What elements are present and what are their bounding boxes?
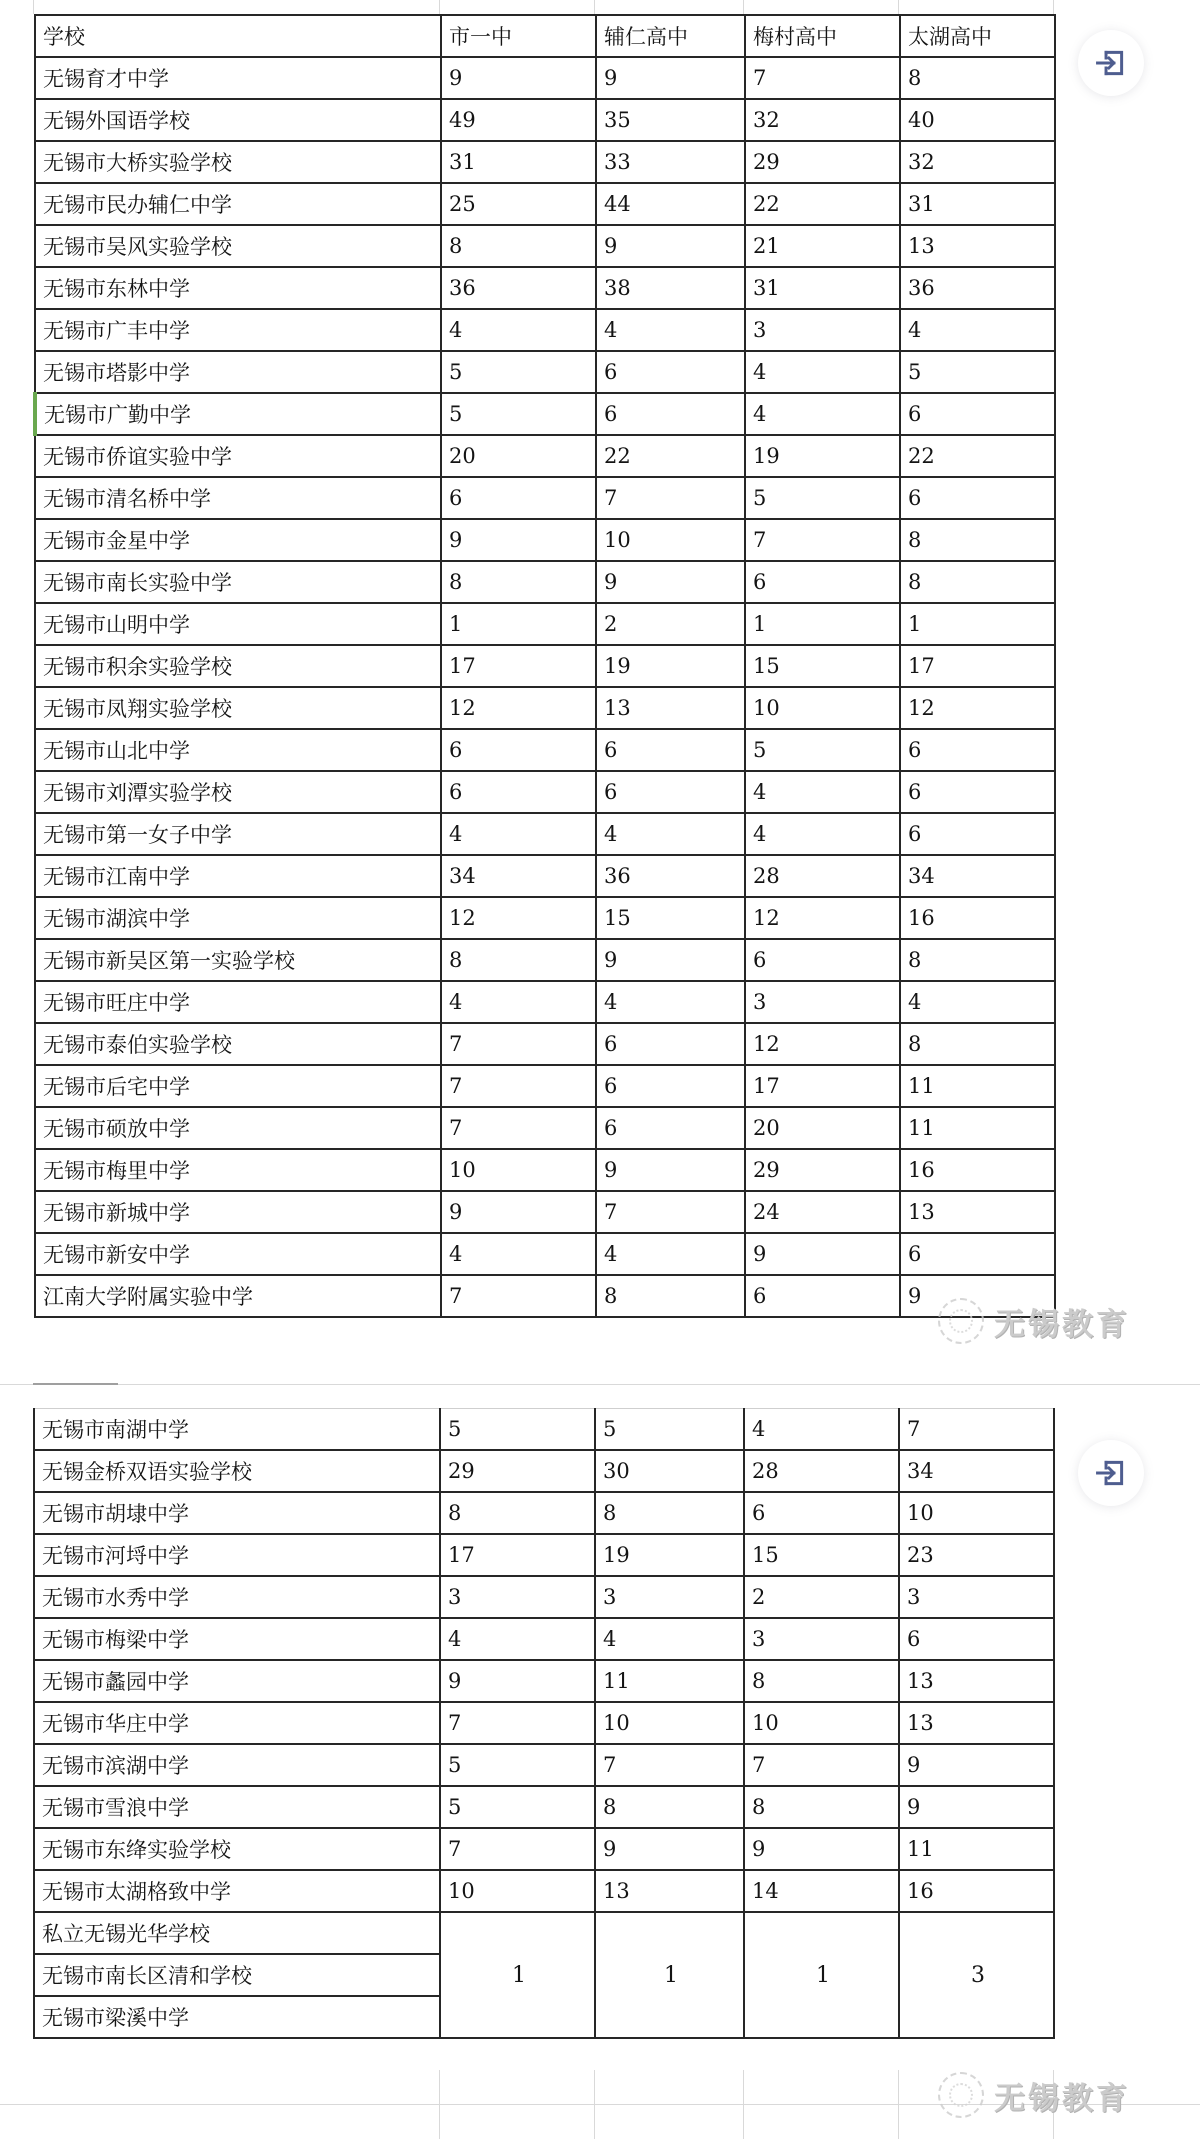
value-cell: 13	[899, 1702, 1054, 1744]
value-cell: 7	[440, 1702, 595, 1744]
value-cell: 13	[900, 225, 1055, 267]
table-row	[35, 1149, 1055, 1191]
school-cell: 无锡市山明中学	[35, 603, 441, 645]
school-cell: 无锡市南长区清和学校	[34, 1954, 440, 1996]
value-cell: 10	[899, 1492, 1054, 1534]
value-cell: 3	[745, 309, 900, 351]
school-cell: 无锡市新安中学	[35, 1233, 441, 1275]
value-cell: 9	[441, 1191, 596, 1233]
value-cell: 10	[744, 1702, 899, 1744]
value-cell: 36	[441, 267, 596, 309]
value-cell: 6	[900, 393, 1055, 435]
watermark	[938, 2072, 1130, 2118]
value-cell: 5	[440, 1786, 595, 1828]
table-row	[35, 855, 1055, 897]
value-cell: 22	[900, 435, 1055, 477]
value-cell: 6	[596, 1107, 745, 1149]
value-cell: 5	[745, 729, 900, 771]
value-cell: 7	[899, 1409, 1054, 1451]
value-cell: 15	[596, 897, 745, 939]
value-cell: 5	[745, 477, 900, 519]
table2-grid	[33, 1408, 1055, 2039]
value-cell: 8	[441, 561, 596, 603]
value-cell: 9	[899, 1786, 1054, 1828]
value-cell: 15	[745, 645, 900, 687]
school-cell: 无锡市刘潭实验学校	[35, 771, 441, 813]
value-cell: 4	[745, 393, 900, 435]
table-row	[35, 897, 1055, 939]
value-cell: 28	[744, 1450, 899, 1492]
value-cell: 7	[441, 1023, 596, 1065]
table-row	[35, 141, 1055, 183]
school-cell: 无锡市雪浪中学	[34, 1786, 440, 1828]
table-row	[35, 309, 1055, 351]
value-cell: 17	[441, 645, 596, 687]
value-cell: 38	[596, 267, 745, 309]
value-cell: 6	[745, 1275, 900, 1317]
value-cell: 6	[441, 771, 596, 813]
value-cell: 3	[440, 1576, 595, 1618]
wuxi-education-logo-icon	[938, 2072, 984, 2118]
value-cell: 5	[441, 393, 596, 435]
table-row	[34, 1492, 1054, 1534]
gridline	[0, 2104, 1200, 2105]
value-cell: 31	[900, 183, 1055, 225]
merged-value-cell: 3	[899, 1912, 1054, 2038]
value-cell: 23	[899, 1534, 1054, 1576]
table-row	[35, 603, 1055, 645]
school-cell: 无锡市塔影中学	[35, 351, 441, 393]
value-cell: 4	[745, 813, 900, 855]
value-cell: 29	[745, 1149, 900, 1191]
value-cell: 4	[900, 981, 1055, 1023]
value-cell: 7	[595, 1744, 744, 1786]
table-row	[35, 1023, 1055, 1065]
school-cell: 无锡市东林中学	[35, 267, 441, 309]
school-cell: 无锡市大桥实验学校	[35, 141, 441, 183]
value-cell: 24	[745, 1191, 900, 1233]
table-row	[35, 1275, 1055, 1317]
table-row	[35, 1233, 1055, 1275]
gridline	[743, 0, 744, 14]
value-cell: 1	[900, 603, 1055, 645]
value-cell: 6	[745, 561, 900, 603]
value-cell: 17	[440, 1534, 595, 1576]
value-cell: 7	[744, 1744, 899, 1786]
value-cell: 10	[440, 1870, 595, 1912]
gridline	[33, 0, 34, 14]
watermark-text: 无锡教育	[994, 1306, 1130, 1343]
value-cell: 10	[441, 1149, 596, 1191]
merged-value-cell: 1	[595, 1912, 744, 2038]
school-cell: 无锡市金星中学	[35, 519, 441, 561]
value-cell: 8	[595, 1786, 744, 1828]
table-row	[35, 435, 1055, 477]
table-row	[35, 267, 1055, 309]
column-header: 梅村高中	[745, 15, 900, 57]
value-cell: 31	[441, 141, 596, 183]
school-cell: 无锡市华庄中学	[34, 1702, 440, 1744]
value-cell: 9	[745, 1233, 900, 1275]
school-cell: 无锡市梁溪中学	[34, 1996, 440, 2038]
value-cell: 11	[900, 1107, 1055, 1149]
value-cell: 7	[745, 57, 900, 99]
table-row	[34, 1576, 1054, 1618]
value-cell: 6	[596, 1065, 745, 1107]
value-cell: 14	[744, 1870, 899, 1912]
table-row	[35, 57, 1055, 99]
table-row	[35, 225, 1055, 267]
value-cell: 9	[596, 225, 745, 267]
value-cell: 29	[745, 141, 900, 183]
value-cell: 11	[595, 1660, 744, 1702]
school-cell: 无锡市广丰中学	[35, 309, 441, 351]
value-cell: 17	[745, 1065, 900, 1107]
school-cell: 无锡金桥双语实验学校	[34, 1450, 440, 1492]
school-cell: 无锡市蠡园中学	[34, 1660, 440, 1702]
school-cell: 无锡育才中学	[35, 57, 441, 99]
value-cell: 34	[899, 1450, 1054, 1492]
value-cell: 34	[900, 855, 1055, 897]
value-cell: 8	[596, 1275, 745, 1317]
school-cell: 无锡市侨谊实验中学	[35, 435, 441, 477]
value-cell: 6	[900, 729, 1055, 771]
value-cell: 10	[595, 1702, 744, 1744]
table-row	[34, 1660, 1054, 1702]
table-row	[34, 1409, 1054, 1451]
table-row	[35, 813, 1055, 855]
value-cell: 4	[596, 981, 745, 1023]
value-cell: 12	[900, 687, 1055, 729]
school-cell: 无锡市太湖格致中学	[34, 1870, 440, 1912]
table-row	[35, 519, 1055, 561]
table-row	[35, 939, 1055, 981]
school-cell: 无锡市新城中学	[35, 1191, 441, 1233]
value-cell: 6	[441, 729, 596, 771]
value-cell: 9	[440, 1660, 595, 1702]
value-cell: 15	[744, 1534, 899, 1576]
value-cell: 40	[900, 99, 1055, 141]
value-cell: 4	[441, 1233, 596, 1275]
value-cell: 13	[596, 687, 745, 729]
school-cell: 无锡市东绛实验学校	[34, 1828, 440, 1870]
value-cell: 8	[440, 1492, 595, 1534]
value-cell: 1	[441, 603, 596, 645]
quota-table-part1	[33, 14, 1056, 1318]
value-cell: 17	[900, 645, 1055, 687]
value-cell: 8	[900, 939, 1055, 981]
school-cell: 私立无锡光华学校	[34, 1912, 440, 1954]
value-cell: 12	[441, 687, 596, 729]
value-cell: 36	[596, 855, 745, 897]
value-cell: 4	[745, 351, 900, 393]
value-cell: 4	[596, 813, 745, 855]
table-row	[35, 1107, 1055, 1149]
table-row	[35, 561, 1055, 603]
value-cell: 34	[441, 855, 596, 897]
column-header-school: 学校	[35, 15, 441, 57]
expand-image-button[interactable]	[1078, 1440, 1144, 1506]
school-cell: 无锡市南湖中学	[34, 1409, 440, 1451]
table-row	[35, 645, 1055, 687]
column-header: 辅仁高中	[596, 15, 745, 57]
value-cell: 11	[900, 1065, 1055, 1107]
value-cell: 3	[744, 1618, 899, 1660]
value-cell: 6	[596, 393, 745, 435]
school-cell: 无锡市泰伯实验学校	[35, 1023, 441, 1065]
value-cell: 4	[595, 1618, 744, 1660]
quota-table-part2	[33, 1408, 1055, 2039]
value-cell: 7	[596, 477, 745, 519]
school-cell: 无锡市清名桥中学	[35, 477, 441, 519]
school-cell: 无锡市滨湖中学	[34, 1744, 440, 1786]
school-cell: 无锡市第一女子中学	[35, 813, 441, 855]
column-header: 市一中	[441, 15, 596, 57]
value-cell: 11	[899, 1828, 1054, 1870]
gridline	[1053, 0, 1054, 14]
value-cell: 6	[899, 1618, 1054, 1660]
table-row	[35, 687, 1055, 729]
value-cell: 4	[441, 981, 596, 1023]
value-cell: 7	[441, 1065, 596, 1107]
table-row	[35, 771, 1055, 813]
gridline	[0, 1384, 1200, 1385]
value-cell: 8	[900, 57, 1055, 99]
school-cell: 无锡市民办辅仁中学	[35, 183, 441, 225]
value-cell: 13	[899, 1660, 1054, 1702]
school-cell: 无锡市吴风实验学校	[35, 225, 441, 267]
table-row	[34, 1828, 1054, 1870]
value-cell: 1	[745, 603, 900, 645]
value-cell: 4	[900, 309, 1055, 351]
value-cell: 32	[900, 141, 1055, 183]
table-row	[35, 981, 1055, 1023]
value-cell: 4	[441, 813, 596, 855]
value-cell: 21	[745, 225, 900, 267]
value-cell: 12	[745, 1023, 900, 1065]
value-cell: 8	[900, 1023, 1055, 1065]
value-cell: 19	[595, 1534, 744, 1576]
column-header: 太湖高中	[900, 15, 1055, 57]
value-cell: 7	[440, 1828, 595, 1870]
value-cell: 7	[441, 1275, 596, 1317]
value-cell: 20	[745, 1107, 900, 1149]
table-row	[34, 1870, 1054, 1912]
school-cell: 无锡市河埒中学	[34, 1534, 440, 1576]
value-cell: 6	[900, 1233, 1055, 1275]
value-cell: 9	[900, 1275, 1055, 1317]
table-row	[34, 1534, 1054, 1576]
value-cell: 3	[595, 1576, 744, 1618]
value-cell: 5	[441, 351, 596, 393]
value-cell: 7	[596, 1191, 745, 1233]
value-cell: 6	[900, 771, 1055, 813]
value-cell: 12	[441, 897, 596, 939]
school-cell: 无锡市胡埭中学	[34, 1492, 440, 1534]
value-cell: 4	[596, 1233, 745, 1275]
table1-grid	[33, 14, 1056, 1318]
school-cell: 无锡市湖滨中学	[35, 897, 441, 939]
value-cell: 4	[440, 1618, 595, 1660]
value-cell: 32	[745, 99, 900, 141]
school-cell: 无锡市广勤中学	[35, 393, 441, 435]
value-cell: 36	[900, 267, 1055, 309]
value-cell: 16	[900, 1149, 1055, 1191]
value-cell: 8	[441, 225, 596, 267]
school-cell: 无锡市旺庄中学	[35, 981, 441, 1023]
table-row	[35, 393, 1055, 435]
watermark-text: 无锡教育	[994, 2080, 1130, 2117]
value-cell: 5	[440, 1744, 595, 1786]
value-cell: 44	[596, 183, 745, 225]
school-cell: 无锡市南长实验中学	[35, 561, 441, 603]
value-cell: 20	[441, 435, 596, 477]
value-cell: 16	[900, 897, 1055, 939]
table-row	[35, 99, 1055, 141]
value-cell: 3	[899, 1576, 1054, 1618]
gridline	[33, 1383, 118, 1385]
value-cell: 9	[596, 561, 745, 603]
table-row	[34, 1618, 1054, 1660]
value-cell: 6	[441, 477, 596, 519]
value-cell: 5	[440, 1409, 595, 1451]
value-cell: 8	[900, 519, 1055, 561]
value-cell: 19	[596, 645, 745, 687]
value-cell: 9	[441, 57, 596, 99]
value-cell: 4	[596, 309, 745, 351]
school-cell: 无锡市江南中学	[35, 855, 441, 897]
table-row	[35, 351, 1055, 393]
value-cell: 13	[595, 1870, 744, 1912]
value-cell: 28	[745, 855, 900, 897]
value-cell: 6	[596, 351, 745, 393]
value-cell: 10	[596, 519, 745, 561]
value-cell: 3	[745, 981, 900, 1023]
value-cell: 5	[900, 351, 1055, 393]
value-cell: 9	[596, 1149, 745, 1191]
value-cell: 49	[441, 99, 596, 141]
school-cell: 无锡市新吴区第一实验学校	[35, 939, 441, 981]
table-row	[34, 1744, 1054, 1786]
enter-arrow-icon	[1094, 1456, 1128, 1490]
value-cell: 12	[745, 897, 900, 939]
value-cell: 8	[744, 1660, 899, 1702]
gridline	[594, 0, 595, 14]
value-cell: 16	[899, 1870, 1054, 1912]
value-cell: 6	[900, 813, 1055, 855]
header-row	[35, 15, 1055, 57]
school-cell: 无锡市后宅中学	[35, 1065, 441, 1107]
value-cell: 9	[441, 519, 596, 561]
table-row	[34, 1786, 1054, 1828]
table-row	[35, 183, 1055, 225]
value-cell: 6	[900, 477, 1055, 519]
merged-value-cell: 1	[744, 1912, 899, 2038]
table-row	[34, 1702, 1054, 1744]
value-cell: 4	[744, 1409, 899, 1451]
school-cell: 无锡市积余实验学校	[35, 645, 441, 687]
value-cell: 22	[745, 183, 900, 225]
value-cell: 8	[744, 1786, 899, 1828]
school-cell: 江南大学附属实验中学	[35, 1275, 441, 1317]
table-row	[35, 1065, 1055, 1107]
value-cell: 6	[596, 729, 745, 771]
value-cell: 9	[596, 57, 745, 99]
table-row-merged-group	[34, 1912, 1054, 1954]
expand-image-button[interactable]	[1078, 30, 1144, 96]
value-cell: 6	[745, 939, 900, 981]
value-cell: 4	[745, 771, 900, 813]
gridline	[439, 0, 440, 14]
gridline	[898, 0, 899, 14]
school-cell: 无锡市山北中学	[35, 729, 441, 771]
value-cell: 9	[595, 1828, 744, 1870]
value-cell: 6	[596, 771, 745, 813]
value-cell: 33	[596, 141, 745, 183]
value-cell: 22	[596, 435, 745, 477]
table-row	[34, 1450, 1054, 1492]
value-cell: 8	[441, 939, 596, 981]
value-cell: 13	[900, 1191, 1055, 1233]
value-cell: 30	[595, 1450, 744, 1492]
value-cell: 6	[744, 1492, 899, 1534]
school-cell: 无锡外国语学校	[35, 99, 441, 141]
value-cell: 5	[595, 1409, 744, 1451]
table-row	[35, 477, 1055, 519]
school-cell: 无锡市水秀中学	[34, 1576, 440, 1618]
value-cell: 2	[596, 603, 745, 645]
value-cell: 19	[745, 435, 900, 477]
value-cell: 2	[744, 1576, 899, 1618]
value-cell: 9	[744, 1828, 899, 1870]
school-cell: 无锡市凤翔实验学校	[35, 687, 441, 729]
value-cell: 29	[440, 1450, 595, 1492]
school-cell: 无锡市梅梁中学	[34, 1618, 440, 1660]
value-cell: 8	[900, 561, 1055, 603]
value-cell: 4	[441, 309, 596, 351]
value-cell: 9	[899, 1744, 1054, 1786]
table-row	[35, 729, 1055, 771]
value-cell: 9	[596, 939, 745, 981]
enter-arrow-icon	[1094, 46, 1128, 80]
value-cell: 8	[595, 1492, 744, 1534]
school-cell: 无锡市硕放中学	[35, 1107, 441, 1149]
table-row	[35, 1191, 1055, 1233]
value-cell: 7	[441, 1107, 596, 1149]
value-cell: 7	[745, 519, 900, 561]
value-cell: 10	[745, 687, 900, 729]
value-cell: 25	[441, 183, 596, 225]
value-cell: 35	[596, 99, 745, 141]
value-cell: 31	[745, 267, 900, 309]
value-cell: 6	[596, 1023, 745, 1065]
merged-value-cell: 1	[440, 1912, 595, 2038]
school-cell: 无锡市梅里中学	[35, 1149, 441, 1191]
